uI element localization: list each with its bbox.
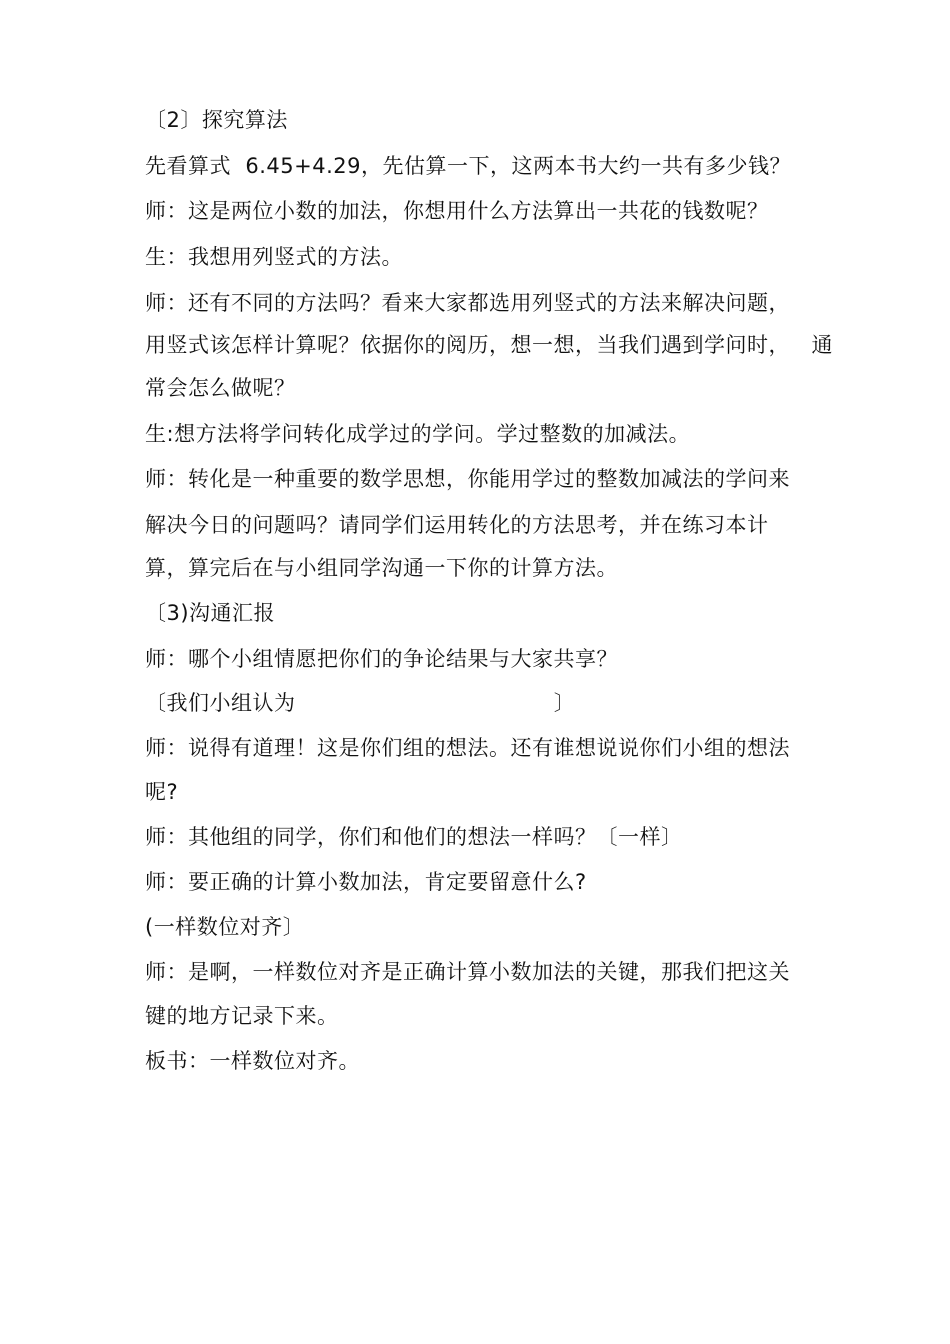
text-line: 师：其他组的同学，你们和他们的想法一样吗？〔一样〕 — [145, 825, 683, 849]
text-line: 生:想方法将学问转化成学过的学问。学过整数的加减法。 — [145, 422, 691, 446]
text-line: 常会怎么做呢？ — [145, 376, 296, 400]
text-line: 师：还有不同的方法吗？看来大家都选用列竖式的方法来解决问题， — [145, 291, 790, 315]
text-line: 呢? — [145, 780, 179, 804]
text-line: 师：是啊，一样数位对齐是正确计算小数加法的关键，那我们把这关 — [145, 960, 790, 984]
text-line: 师：转化是一种重要的数学思想，你能用学过的整数加减法的学问来 — [145, 467, 790, 491]
text-line: 算，算完后在与小组同学沟通一下你的计算方法。 — [145, 556, 618, 580]
text-line: 生：我想用列竖式的方法。 — [145, 245, 403, 269]
text-line: 师：要正确的计算小数加法，肯定要留意什么? — [145, 870, 587, 894]
text-line: 先看算式 6.45+4.29，先估算一下，这两本书大约一共有多少钱？ — [145, 154, 791, 178]
text-line: (一样数位对齐〕 — [145, 915, 305, 939]
text-line: 师：哪个小组情愿把你们的争论结果与大家共享？ — [145, 647, 618, 671]
text-line: 〔我们小组认为 〕 — [145, 691, 576, 715]
section-heading-explore-algorithm: 〔2〕探究算法 — [145, 108, 288, 132]
text-line: 师：说得有道理！这是你们组的想法。还有谁想说说你们小组的想法 — [145, 736, 790, 760]
section-heading-communicate-report: 〔3)沟通汇报 — [145, 601, 276, 625]
text-line: 解决今日的问题吗？请同学们运用转化的方法思考，并在练习本计 — [145, 513, 769, 537]
text-line: 键的地方记录下来。 — [145, 1004, 339, 1028]
text-line: 师：这是两位小数的加法，你想用什么方法算出一共花的钱数呢？ — [145, 199, 769, 223]
text-line: 用竖式该怎样计算呢？依据你的阅历，想一想，当我们遇到学问时， 通 — [145, 333, 834, 357]
text-line: 板书：一样数位对齐。 — [145, 1049, 360, 1073]
